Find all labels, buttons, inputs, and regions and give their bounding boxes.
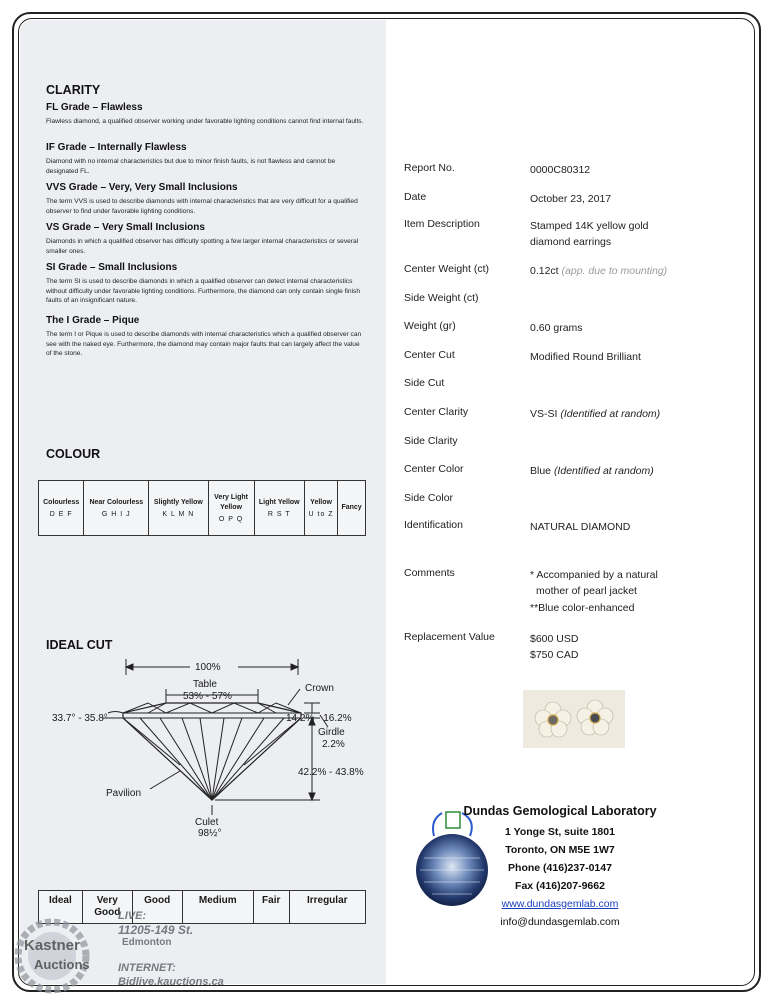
cut-girdle-value: 2.2%: [322, 739, 345, 750]
cut-grade-ideal: Ideal: [39, 891, 83, 924]
comments-label: Comments: [404, 567, 455, 579]
center-clarity-note: (Identified at random): [560, 408, 661, 420]
center-weight-value: [530, 263, 745, 279]
lab-phone: Phone (416)237-0147: [508, 862, 612, 874]
watermark-url: Bidlive.kauctions.ca: [118, 976, 224, 988]
cut-girdle-label: Girdle: [318, 727, 345, 738]
item-description-label: Item Description: [404, 218, 480, 230]
center-cut-label: Center Cut: [404, 349, 455, 361]
colour-cell-light-yellow: Light Yellow R S T: [254, 481, 304, 536]
side-color-label: Side Color: [404, 492, 454, 504]
grade-si-title: SI Grade – Small Inclusions: [46, 262, 178, 273]
clarity-title: CLARITY: [46, 83, 101, 97]
grade-if-desc: Diamond with no internal characteristics but due to minor finish faults, is not flawless and cannot be designated FL.: [46, 158, 336, 175]
watermark-city: Edmonton: [122, 937, 172, 948]
replacement-cad: $750 CAD: [530, 649, 579, 662]
colour-cell-very-light-yellow: Very Light Yellow O P Q: [208, 481, 254, 536]
grade-fl-title: FL Grade – Flawless: [46, 102, 143, 113]
colour-cell-near-colourless: Near Colourless G H I J: [84, 481, 149, 536]
colour-table: [38, 480, 366, 536]
cut-grade-good: Good: [132, 891, 182, 924]
identification-value: NATURAL DIAMOND: [530, 521, 631, 533]
comments-value: [530, 567, 745, 616]
item-description-value: Stamped 14K yellow gold diamond earrings: [530, 220, 649, 249]
watermark-internet: INTERNET:: [118, 962, 176, 974]
cut-culet-value: 98½°: [198, 828, 222, 839]
center-clarity-grade: VS-SI: [530, 408, 558, 420]
colour-cell-colourless: Colourless D E F: [39, 481, 84, 536]
lab-contact: [448, 802, 672, 931]
center-weight-note: (app. due to mounting): [561, 265, 668, 277]
cut-grade-irregular: Irregular: [289, 891, 366, 924]
weight-label: Weight (gr): [404, 320, 456, 332]
cut-crown-height: 14.2% - 16.2%: [286, 713, 352, 724]
watermark-address: 11205-149 St.: [118, 923, 194, 937]
brand-kastner: Kastner: [24, 937, 80, 954]
grade-vvs-desc: The term VVS is used to describe diamonds with internal characteristics that are very difficult for a qualified observer to find under favorable lighting conditions.: [46, 198, 358, 215]
center-clarity-label: Center Clarity: [404, 406, 469, 418]
ideal-cut-title: IDEAL CUT: [46, 638, 113, 652]
replacement-value: [530, 631, 745, 664]
side-clarity-label: Side Clarity: [404, 435, 458, 447]
grade-vs-desc: Diamonds in which a qualified observer has difficulty spotting a few larger internal characteristics or several smaller ones.: [46, 238, 359, 255]
colour-cell-fancy: Fancy: [338, 481, 366, 536]
cut-grade-medium: Medium: [182, 891, 253, 924]
date-label: Date: [404, 191, 427, 203]
colour-cell-yellow: Yellow U to Z: [304, 481, 337, 536]
grade-si-desc: The term SI is used to describe diamonds in which a qualified observer can detect internal characteristics without difficulty under favorable lighting conditions. Furthermore, the diamond can only contain single finish faults of an insignificant nature.: [46, 278, 360, 305]
lab-fax: Fax (416)207-9662: [515, 880, 605, 892]
center-weight-label: Center Weight (ct): [404, 263, 489, 275]
side-weight-label: Side Weight (ct): [404, 292, 479, 304]
auction-watermark: [10, 910, 250, 990]
lab-name: Dundas Gemological Laboratory: [463, 804, 657, 818]
lab-address-1: 1 Yonge St, suite 1801: [505, 826, 615, 838]
cut-pavilion-depth: 42.2% - 43.8%: [298, 767, 364, 778]
center-cut-value: Modified Round Brilliant: [530, 351, 641, 363]
watermark-live: LIVE:: [118, 910, 147, 922]
replacement-value-label: Replacement Value: [404, 631, 495, 643]
cut-grade-fair: Fair: [253, 891, 289, 924]
comments-line-2: mother of pearl jacket: [536, 585, 637, 598]
lab-address-2: Toronto, ON M5E 1W7: [505, 844, 615, 856]
grade-if-title: IF Grade – Internally Flawless: [46, 142, 187, 153]
cut-culet-label: Culet: [195, 817, 219, 828]
center-color-value: [530, 463, 745, 479]
cut-width-label: 100%: [195, 662, 221, 673]
grade-vvs-title: VVS Grade – Very, Very Small Inclusions: [46, 182, 238, 193]
lab-website-link[interactable]: www.dundasgemlab.com: [501, 898, 619, 910]
cut-table-label: Table: [193, 679, 217, 690]
kastner-logo: [10, 916, 100, 996]
cut-pavilion-label: Pavilion: [106, 788, 142, 799]
center-color-grade: Blue: [530, 465, 552, 477]
lab-email: info@dundasgemlab.com: [500, 916, 620, 928]
comments-line-3: **Blue color-enhanced: [530, 601, 635, 614]
center-color-label: Center Color: [404, 463, 464, 475]
report-no-value: 0000C80312: [530, 164, 591, 176]
cut-crown-label: Crown: [305, 683, 334, 694]
grade-vs-title: VS Grade – Very Small Inclusions: [46, 222, 205, 233]
grade-i-title: The I Grade – Pique: [46, 315, 140, 326]
side-cut-label: Side Cut: [404, 377, 445, 389]
center-weight-amount: 0.12ct: [530, 265, 559, 277]
weight-value: 0.60 grams: [530, 322, 583, 334]
grade-fl-desc: Flawless diamond, a qualified observer working under favorable lighting conditions cannot find internal faults.: [46, 118, 364, 125]
earrings-photo: [523, 690, 625, 748]
identification-label: Identification: [404, 519, 463, 531]
brand-auctions: Auctions: [34, 957, 90, 972]
grade-i-desc: The term I or Pique is used to describe diamonds with internal characteristics which a qualified observer can see with the naked eye. Furthermore, the diamond may contain major faults that can largely affect the value of the stone.: [46, 331, 362, 358]
colour-cell-slightly-yellow: Slightly Yellow K L M N: [149, 481, 208, 536]
cut-crown-angle: 33.7° - 35.8°: [52, 713, 108, 724]
date-value: October 23, 2017: [530, 193, 612, 205]
comments-line-1: * Accompanied by a natural: [530, 569, 658, 581]
center-color-note: (Identified at random): [553, 465, 654, 477]
cut-grade-very-good: Very Good: [82, 891, 132, 924]
report-no-label: Report No.: [404, 162, 455, 174]
center-clarity-value: [530, 406, 745, 422]
cut-table-range: 53% - 57%: [183, 691, 232, 702]
replacement-usd: $600 USD: [530, 633, 579, 645]
colour-title: COLOUR: [46, 447, 101, 461]
